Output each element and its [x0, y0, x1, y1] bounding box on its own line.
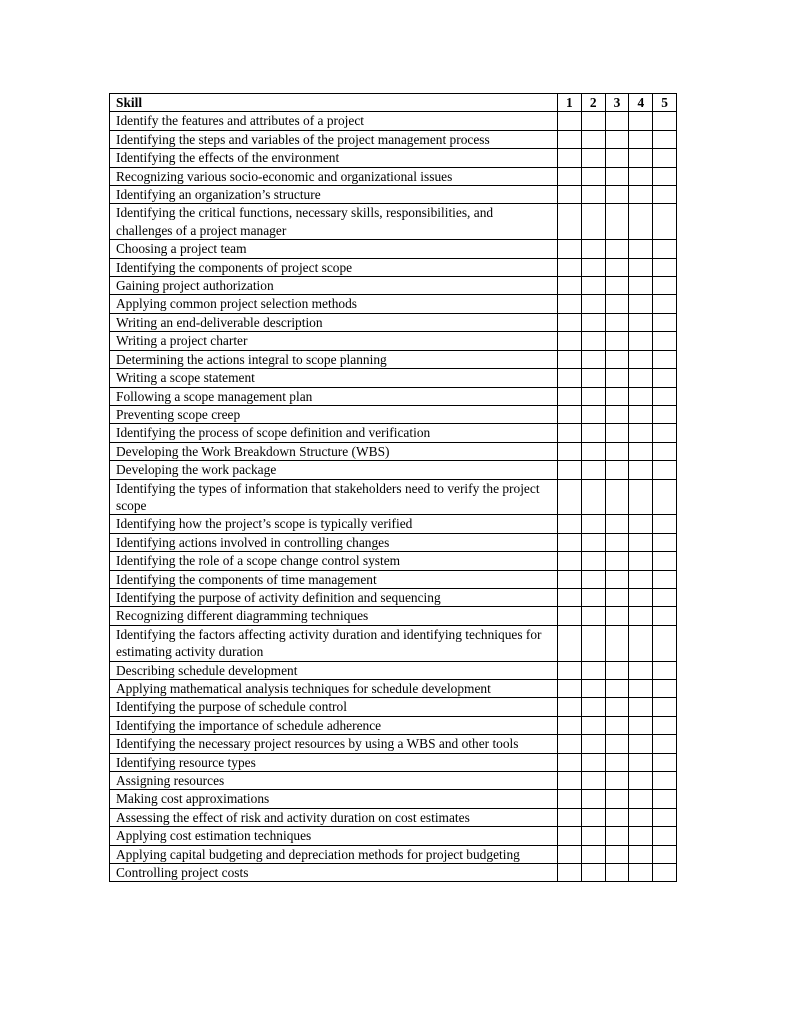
rating-box-3[interactable] — [605, 716, 629, 734]
rating-box-3[interactable] — [605, 442, 629, 460]
rating-box-4[interactable] — [629, 588, 653, 606]
rating-box-2[interactable] — [581, 515, 605, 533]
rating-box-5[interactable] — [653, 240, 677, 258]
rating-box-3[interactable] — [605, 479, 629, 515]
rating-box-5[interactable] — [653, 808, 677, 826]
skill-cell: Applying capital budgeting and depreciation methods for project budgeting — [110, 845, 558, 863]
rating-box-1[interactable] — [558, 258, 582, 276]
table-row — [110, 149, 677, 167]
skill-cell: Gaining project authorization — [110, 277, 558, 295]
rating-box-5[interactable] — [653, 607, 677, 625]
rating-box-3[interactable] — [605, 808, 629, 826]
rating-box-2[interactable] — [581, 808, 605, 826]
rating-box-5[interactable] — [653, 313, 677, 331]
rating-box-5[interactable] — [653, 790, 677, 808]
skill-cell: Identifying the importance of schedule adherence — [110, 716, 558, 734]
rating-box-2[interactable] — [581, 442, 605, 460]
rating-box-5[interactable] — [653, 295, 677, 313]
rating-box-5[interactable] — [653, 387, 677, 405]
rating-box-4[interactable] — [629, 790, 653, 808]
rating-box-3[interactable] — [605, 588, 629, 606]
rating-box-2[interactable] — [581, 772, 605, 790]
table-row — [110, 442, 677, 460]
table-row — [110, 570, 677, 588]
table-row — [110, 533, 677, 551]
rating-box-1[interactable] — [558, 864, 582, 882]
rating-box-5[interactable] — [653, 570, 677, 588]
table-row — [110, 827, 677, 845]
rating-box-1[interactable] — [558, 461, 582, 479]
table-row — [110, 112, 677, 130]
rating-box-4[interactable] — [629, 313, 653, 331]
rating-box-3[interactable] — [605, 753, 629, 771]
rating-column-header-2: 2 — [581, 94, 605, 112]
rating-box-2[interactable] — [581, 588, 605, 606]
rating-box-4[interactable] — [629, 442, 653, 460]
rating-box-4[interactable] — [629, 716, 653, 734]
rating-column-header-1: 1 — [558, 94, 582, 112]
rating-box-5[interactable] — [653, 735, 677, 753]
table-row — [110, 167, 677, 185]
rating-box-3[interactable] — [605, 515, 629, 533]
rating-box-1[interactable] — [558, 442, 582, 460]
rating-box-3[interactable] — [605, 258, 629, 276]
rating-box-5[interactable] — [653, 424, 677, 442]
rating-box-2[interactable] — [581, 332, 605, 350]
rating-box-5[interactable] — [653, 625, 677, 661]
skill-cell: Developing the work package — [110, 461, 558, 479]
table-row — [110, 588, 677, 606]
rating-box-2[interactable] — [581, 735, 605, 753]
skill-cell: Identifying the components of time management — [110, 570, 558, 588]
rating-box-3[interactable] — [605, 680, 629, 698]
rating-box-2[interactable] — [581, 479, 605, 515]
rating-box-1[interactable] — [558, 680, 582, 698]
rating-box-2[interactable] — [581, 130, 605, 148]
rating-box-4[interactable] — [629, 533, 653, 551]
rating-box-5[interactable] — [653, 350, 677, 368]
rating-box-1[interactable] — [558, 808, 582, 826]
skill-cell: Identify the features and attributes of a project — [110, 112, 558, 130]
rating-box-2[interactable] — [581, 845, 605, 863]
rating-box-1[interactable] — [558, 698, 582, 716]
rating-box-1[interactable] — [558, 277, 582, 295]
rating-box-4[interactable] — [629, 661, 653, 679]
rating-box-1[interactable] — [558, 332, 582, 350]
skill-cell: Writing an end-deliverable description — [110, 313, 558, 331]
rating-box-5[interactable] — [653, 515, 677, 533]
table-row — [110, 186, 677, 204]
rating-box-4[interactable] — [629, 552, 653, 570]
rating-box-3[interactable] — [605, 295, 629, 313]
rating-box-5[interactable] — [653, 442, 677, 460]
rating-box-1[interactable] — [558, 350, 582, 368]
rating-box-3[interactable] — [605, 332, 629, 350]
rating-box-4[interactable] — [629, 204, 653, 240]
skill-cell: Writing a scope statement — [110, 369, 558, 387]
rating-box-1[interactable] — [558, 772, 582, 790]
rating-box-4[interactable] — [629, 808, 653, 826]
rating-box-1[interactable] — [558, 186, 582, 204]
rating-box-2[interactable] — [581, 149, 605, 167]
rating-box-1[interactable] — [558, 588, 582, 606]
table-row — [110, 698, 677, 716]
rating-box-2[interactable] — [581, 424, 605, 442]
table-row — [110, 735, 677, 753]
rating-box-4[interactable] — [629, 112, 653, 130]
skill-cell: Identifying an organization’s structure — [110, 186, 558, 204]
skill-cell: Following a scope management plan — [110, 387, 558, 405]
table-row — [110, 369, 677, 387]
rating-box-3[interactable] — [605, 186, 629, 204]
rating-box-5[interactable] — [653, 461, 677, 479]
rating-box-1[interactable] — [558, 295, 582, 313]
rating-box-3[interactable] — [605, 167, 629, 185]
rating-box-1[interactable] — [558, 661, 582, 679]
table-row — [110, 461, 677, 479]
rating-box-2[interactable] — [581, 204, 605, 240]
rating-box-5[interactable] — [653, 588, 677, 606]
rating-box-1[interactable] — [558, 405, 582, 423]
skill-column-header: Skill — [110, 94, 558, 112]
rating-box-4[interactable] — [629, 625, 653, 661]
rating-box-3[interactable] — [605, 661, 629, 679]
skill-cell: Identifying the role of a scope change control system — [110, 552, 558, 570]
skill-cell: Developing the Work Breakdown Structure (WBS) — [110, 442, 558, 460]
rating-box-3[interactable] — [605, 772, 629, 790]
rating-box-5[interactable] — [653, 277, 677, 295]
rating-box-3[interactable] — [605, 130, 629, 148]
rating-box-3[interactable] — [605, 570, 629, 588]
table-row — [110, 808, 677, 826]
skill-rows — [110, 112, 677, 882]
skill-cell: Identifying the necessary project resources by using a WBS and other tools — [110, 735, 558, 753]
rating-box-5[interactable] — [653, 369, 677, 387]
rating-box-1[interactable] — [558, 753, 582, 771]
rating-box-5[interactable] — [653, 716, 677, 734]
rating-box-2[interactable] — [581, 167, 605, 185]
rating-box-4[interactable] — [629, 350, 653, 368]
rating-box-2[interactable] — [581, 680, 605, 698]
skill-cell: Identifying resource types — [110, 753, 558, 771]
rating-box-3[interactable] — [605, 387, 629, 405]
rating-box-4[interactable] — [629, 186, 653, 204]
rating-box-2[interactable] — [581, 369, 605, 387]
table-row — [110, 350, 677, 368]
rating-box-3[interactable] — [605, 461, 629, 479]
skill-cell: Identifying the purpose of activity definition and sequencing — [110, 588, 558, 606]
rating-box-4[interactable] — [629, 387, 653, 405]
rating-box-3[interactable] — [605, 864, 629, 882]
table-row — [110, 479, 677, 515]
table-row — [110, 258, 677, 276]
rating-box-4[interactable] — [629, 240, 653, 258]
rating-box-2[interactable] — [581, 716, 605, 734]
table-row — [110, 295, 677, 313]
rating-box-4[interactable] — [629, 827, 653, 845]
skill-cell: Identifying the critical functions, necessary skills, responsibilities, and challenges of a project manager — [110, 204, 558, 240]
rating-box-3[interactable] — [605, 533, 629, 551]
skill-cell: Assigning resources — [110, 772, 558, 790]
rating-box-2[interactable] — [581, 625, 605, 661]
rating-box-5[interactable] — [653, 827, 677, 845]
rating-box-4[interactable] — [629, 515, 653, 533]
skill-cell: Recognizing various socio-economic and organizational issues — [110, 167, 558, 185]
skill-cell: Applying common project selection methods — [110, 295, 558, 313]
rating-box-5[interactable] — [653, 186, 677, 204]
table-row — [110, 130, 677, 148]
rating-box-5[interactable] — [653, 552, 677, 570]
rating-box-1[interactable] — [558, 533, 582, 551]
rating-box-5[interactable] — [653, 258, 677, 276]
rating-box-4[interactable] — [629, 295, 653, 313]
rating-box-4[interactable] — [629, 424, 653, 442]
rating-box-4[interactable] — [629, 258, 653, 276]
rating-box-1[interactable] — [558, 790, 582, 808]
skill-cell: Choosing a project team — [110, 240, 558, 258]
rating-box-1[interactable] — [558, 424, 582, 442]
rating-box-3[interactable] — [605, 240, 629, 258]
rating-box-2[interactable] — [581, 552, 605, 570]
table-header-row — [110, 94, 677, 112]
table-row — [110, 277, 677, 295]
rating-box-2[interactable] — [581, 864, 605, 882]
skill-cell: Identifying the components of project scope — [110, 258, 558, 276]
rating-box-1[interactable] — [558, 369, 582, 387]
table-row — [110, 204, 677, 240]
rating-box-5[interactable] — [653, 698, 677, 716]
rating-box-1[interactable] — [558, 570, 582, 588]
rating-box-2[interactable] — [581, 295, 605, 313]
rating-box-2[interactable] — [581, 661, 605, 679]
table-row — [110, 240, 677, 258]
skill-cell: Determining the actions integral to scope planning — [110, 350, 558, 368]
skill-cell: Assessing the effect of risk and activity duration on cost estimates — [110, 808, 558, 826]
skill-cell: Controlling project costs — [110, 864, 558, 882]
rating-box-4[interactable] — [629, 753, 653, 771]
rating-box-1[interactable] — [558, 827, 582, 845]
rating-box-2[interactable] — [581, 240, 605, 258]
rating-box-2[interactable] — [581, 570, 605, 588]
rating-box-1[interactable] — [558, 130, 582, 148]
rating-box-4[interactable] — [629, 607, 653, 625]
rating-box-1[interactable] — [558, 167, 582, 185]
table-row — [110, 753, 677, 771]
skill-cell: Identifying the types of information that stakeholders need to verify the project scope — [110, 479, 558, 515]
rating-box-5[interactable] — [653, 332, 677, 350]
rating-box-4[interactable] — [629, 167, 653, 185]
rating-box-4[interactable] — [629, 332, 653, 350]
table-row — [110, 515, 677, 533]
skill-cell: Applying cost estimation techniques — [110, 827, 558, 845]
rating-column-header-4: 4 — [629, 94, 653, 112]
rating-box-3[interactable] — [605, 424, 629, 442]
rating-column-header-3: 3 — [605, 94, 629, 112]
skill-cell: Identifying the purpose of schedule control — [110, 698, 558, 716]
table-row — [110, 790, 677, 808]
rating-box-5[interactable] — [653, 130, 677, 148]
rating-box-4[interactable] — [629, 479, 653, 515]
rating-box-2[interactable] — [581, 698, 605, 716]
rating-box-5[interactable] — [653, 864, 677, 882]
rating-box-3[interactable] — [605, 845, 629, 863]
rating-box-3[interactable] — [605, 625, 629, 661]
table-row — [110, 424, 677, 442]
table-row — [110, 313, 677, 331]
rating-box-1[interactable] — [558, 515, 582, 533]
table-row — [110, 552, 677, 570]
rating-box-2[interactable] — [581, 277, 605, 295]
rating-box-4[interactable] — [629, 149, 653, 167]
rating-box-1[interactable] — [558, 845, 582, 863]
rating-box-5[interactable] — [653, 149, 677, 167]
rating-box-1[interactable] — [558, 387, 582, 405]
rating-box-1[interactable] — [558, 479, 582, 515]
rating-box-5[interactable] — [653, 405, 677, 423]
rating-box-4[interactable] — [629, 369, 653, 387]
skill-cell: Preventing scope creep — [110, 405, 558, 423]
rating-box-4[interactable] — [629, 680, 653, 698]
rating-box-4[interactable] — [629, 130, 653, 148]
rating-box-4[interactable] — [629, 570, 653, 588]
table-row — [110, 332, 677, 350]
rating-box-1[interactable] — [558, 735, 582, 753]
rating-box-2[interactable] — [581, 790, 605, 808]
rating-box-5[interactable] — [653, 167, 677, 185]
rating-box-3[interactable] — [605, 204, 629, 240]
table-row — [110, 405, 677, 423]
rating-box-3[interactable] — [605, 313, 629, 331]
rating-box-4[interactable] — [629, 277, 653, 295]
rating-box-3[interactable] — [605, 607, 629, 625]
rating-box-2[interactable] — [581, 753, 605, 771]
skill-cell: Identifying the factors affecting activity duration and identifying techniques for estimating activity duration — [110, 625, 558, 661]
rating-box-4[interactable] — [629, 845, 653, 863]
skill-cell: Identifying the steps and variables of the project management process — [110, 130, 558, 148]
rating-box-2[interactable] — [581, 387, 605, 405]
rating-box-4[interactable] — [629, 772, 653, 790]
rating-column-header-5: 5 — [653, 94, 677, 112]
rating-box-1[interactable] — [558, 149, 582, 167]
rating-box-3[interactable] — [605, 790, 629, 808]
rating-box-5[interactable] — [653, 753, 677, 771]
rating-box-2[interactable] — [581, 607, 605, 625]
table-row — [110, 680, 677, 698]
rating-box-3[interactable] — [605, 350, 629, 368]
rating-box-3[interactable] — [605, 112, 629, 130]
rating-box-3[interactable] — [605, 369, 629, 387]
table-row — [110, 716, 677, 734]
table-row — [110, 387, 677, 405]
rating-box-1[interactable] — [558, 625, 582, 661]
skill-cell: Describing schedule development — [110, 661, 558, 679]
rating-box-2[interactable] — [581, 350, 605, 368]
skill-cell: Identifying actions involved in controlling changes — [110, 533, 558, 551]
rating-box-1[interactable] — [558, 240, 582, 258]
rating-box-2[interactable] — [581, 827, 605, 845]
rating-box-2[interactable] — [581, 258, 605, 276]
rating-box-3[interactable] — [605, 698, 629, 716]
rating-box-2[interactable] — [581, 186, 605, 204]
rating-box-2[interactable] — [581, 313, 605, 331]
rating-box-5[interactable] — [653, 661, 677, 679]
rating-box-3[interactable] — [605, 827, 629, 845]
skills-sheet — [109, 93, 677, 882]
rating-box-3[interactable] — [605, 277, 629, 295]
table-row — [110, 845, 677, 863]
table-row — [110, 661, 677, 679]
skill-cell: Writing a project charter — [110, 332, 558, 350]
rating-box-4[interactable] — [629, 461, 653, 479]
skill-cell: Identifying the process of scope definition and verification — [110, 424, 558, 442]
rating-box-4[interactable] — [629, 735, 653, 753]
rating-box-2[interactable] — [581, 405, 605, 423]
rating-box-5[interactable] — [653, 204, 677, 240]
rating-box-3[interactable] — [605, 552, 629, 570]
table-row — [110, 625, 677, 661]
rating-box-3[interactable] — [605, 405, 629, 423]
rating-box-5[interactable] — [653, 479, 677, 515]
rating-box-1[interactable] — [558, 716, 582, 734]
rating-box-5[interactable] — [653, 772, 677, 790]
rating-box-4[interactable] — [629, 864, 653, 882]
rating-box-4[interactable] — [629, 405, 653, 423]
skill-cell: Applying mathematical analysis techniques for schedule development — [110, 680, 558, 698]
skill-cell: Identifying the effects of the environment — [110, 149, 558, 167]
rating-box-5[interactable] — [653, 845, 677, 863]
table-row — [110, 864, 677, 882]
rating-box-5[interactable] — [653, 112, 677, 130]
rating-box-1[interactable] — [558, 607, 582, 625]
table-row — [110, 607, 677, 625]
rating-box-2[interactable] — [581, 533, 605, 551]
table-row — [110, 772, 677, 790]
skill-cell: Recognizing different diagramming techniques — [110, 607, 558, 625]
rating-box-2[interactable] — [581, 112, 605, 130]
rating-box-5[interactable] — [653, 533, 677, 551]
rating-box-3[interactable] — [605, 735, 629, 753]
rating-box-1[interactable] — [558, 313, 582, 331]
rating-box-1[interactable] — [558, 204, 582, 240]
rating-box-3[interactable] — [605, 149, 629, 167]
rating-box-1[interactable] — [558, 112, 582, 130]
skill-cell: Making cost approximations — [110, 790, 558, 808]
rating-box-4[interactable] — [629, 698, 653, 716]
rating-box-5[interactable] — [653, 680, 677, 698]
skills-rating-table — [109, 93, 677, 882]
skill-cell: Identifying how the project’s scope is typically verified — [110, 515, 558, 533]
rating-box-2[interactable] — [581, 461, 605, 479]
rating-box-1[interactable] — [558, 552, 582, 570]
